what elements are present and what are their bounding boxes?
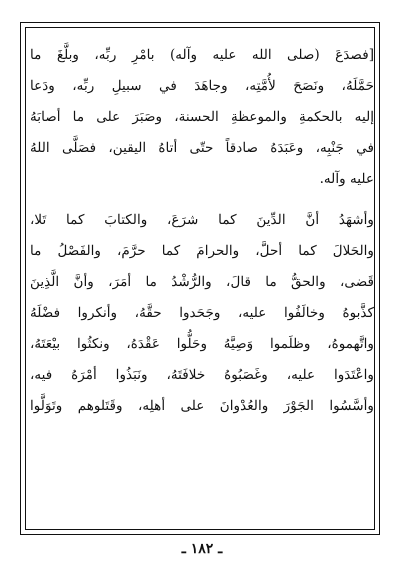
text-line: وأشهَدُ أنَّ الدِّينَ كما شرَعَ، والكتابَ كما تَلا، <box>30 212 374 228</box>
text-line: وأسَّسُوا الجَوْرَ والعُدْوانَ على أهلِه، وقَتَلوهم وتَوَلَّوا <box>30 398 374 414</box>
text-line: كذَّبوهُ وخالَفُوا عليه، وجَحَدوا حقَّهُ، وأنكروا فضْلَهُ <box>30 305 374 321</box>
page-body-text <box>30 40 374 422</box>
text-line: حَمَّلَهُ، ونَصَحَ لأُمَّتِه، وجاهَدَ في سبيلِ ربِّه، ودَعا <box>30 78 374 94</box>
paragraph-1 <box>30 40 374 195</box>
text-line: إليه بالحكمةِ والموعظةِ الحسنة، وصَبَرَ على ما أصابَهُ <box>30 109 374 125</box>
text-line: قَضى، والحقُّ ما قالَ، والرُّشْدُ ما أمَرَ، وأنَّ الَّذِينَ <box>30 274 374 290</box>
paragraph-2 <box>30 205 374 422</box>
text-line: في جَنْبِه، وعَبَدَهُ صادقاً حتّى أتاهُ اليقين، فصَلَّى اللهُ <box>30 140 374 156</box>
text-line: واتَّهموهُ، وظلَموا وَصِيَّهُ وحَلُّوا عَقْدَهُ، ونكثُوا بيْعَتَهُ، <box>30 336 374 352</box>
text-line: والحَلالَ كما أحلَّ، والحرامَ كما حرَّمَ، والفَصْلُ ما <box>30 243 374 259</box>
page-number: ـ ١٨٢ ـ <box>181 541 223 557</box>
text-line: [فصدَعَ (صلى الله عليه وآله) بامْرِ ربِّه، وبلَّغَ ما <box>30 47 374 63</box>
text-line: واعْتَدَوا عليه، وغَصَبُوهُ خلافَتَهُ، ونَبَذُوا أمْرَهُ فيه، <box>30 367 374 383</box>
text-line: عليه وآله. <box>319 171 374 187</box>
